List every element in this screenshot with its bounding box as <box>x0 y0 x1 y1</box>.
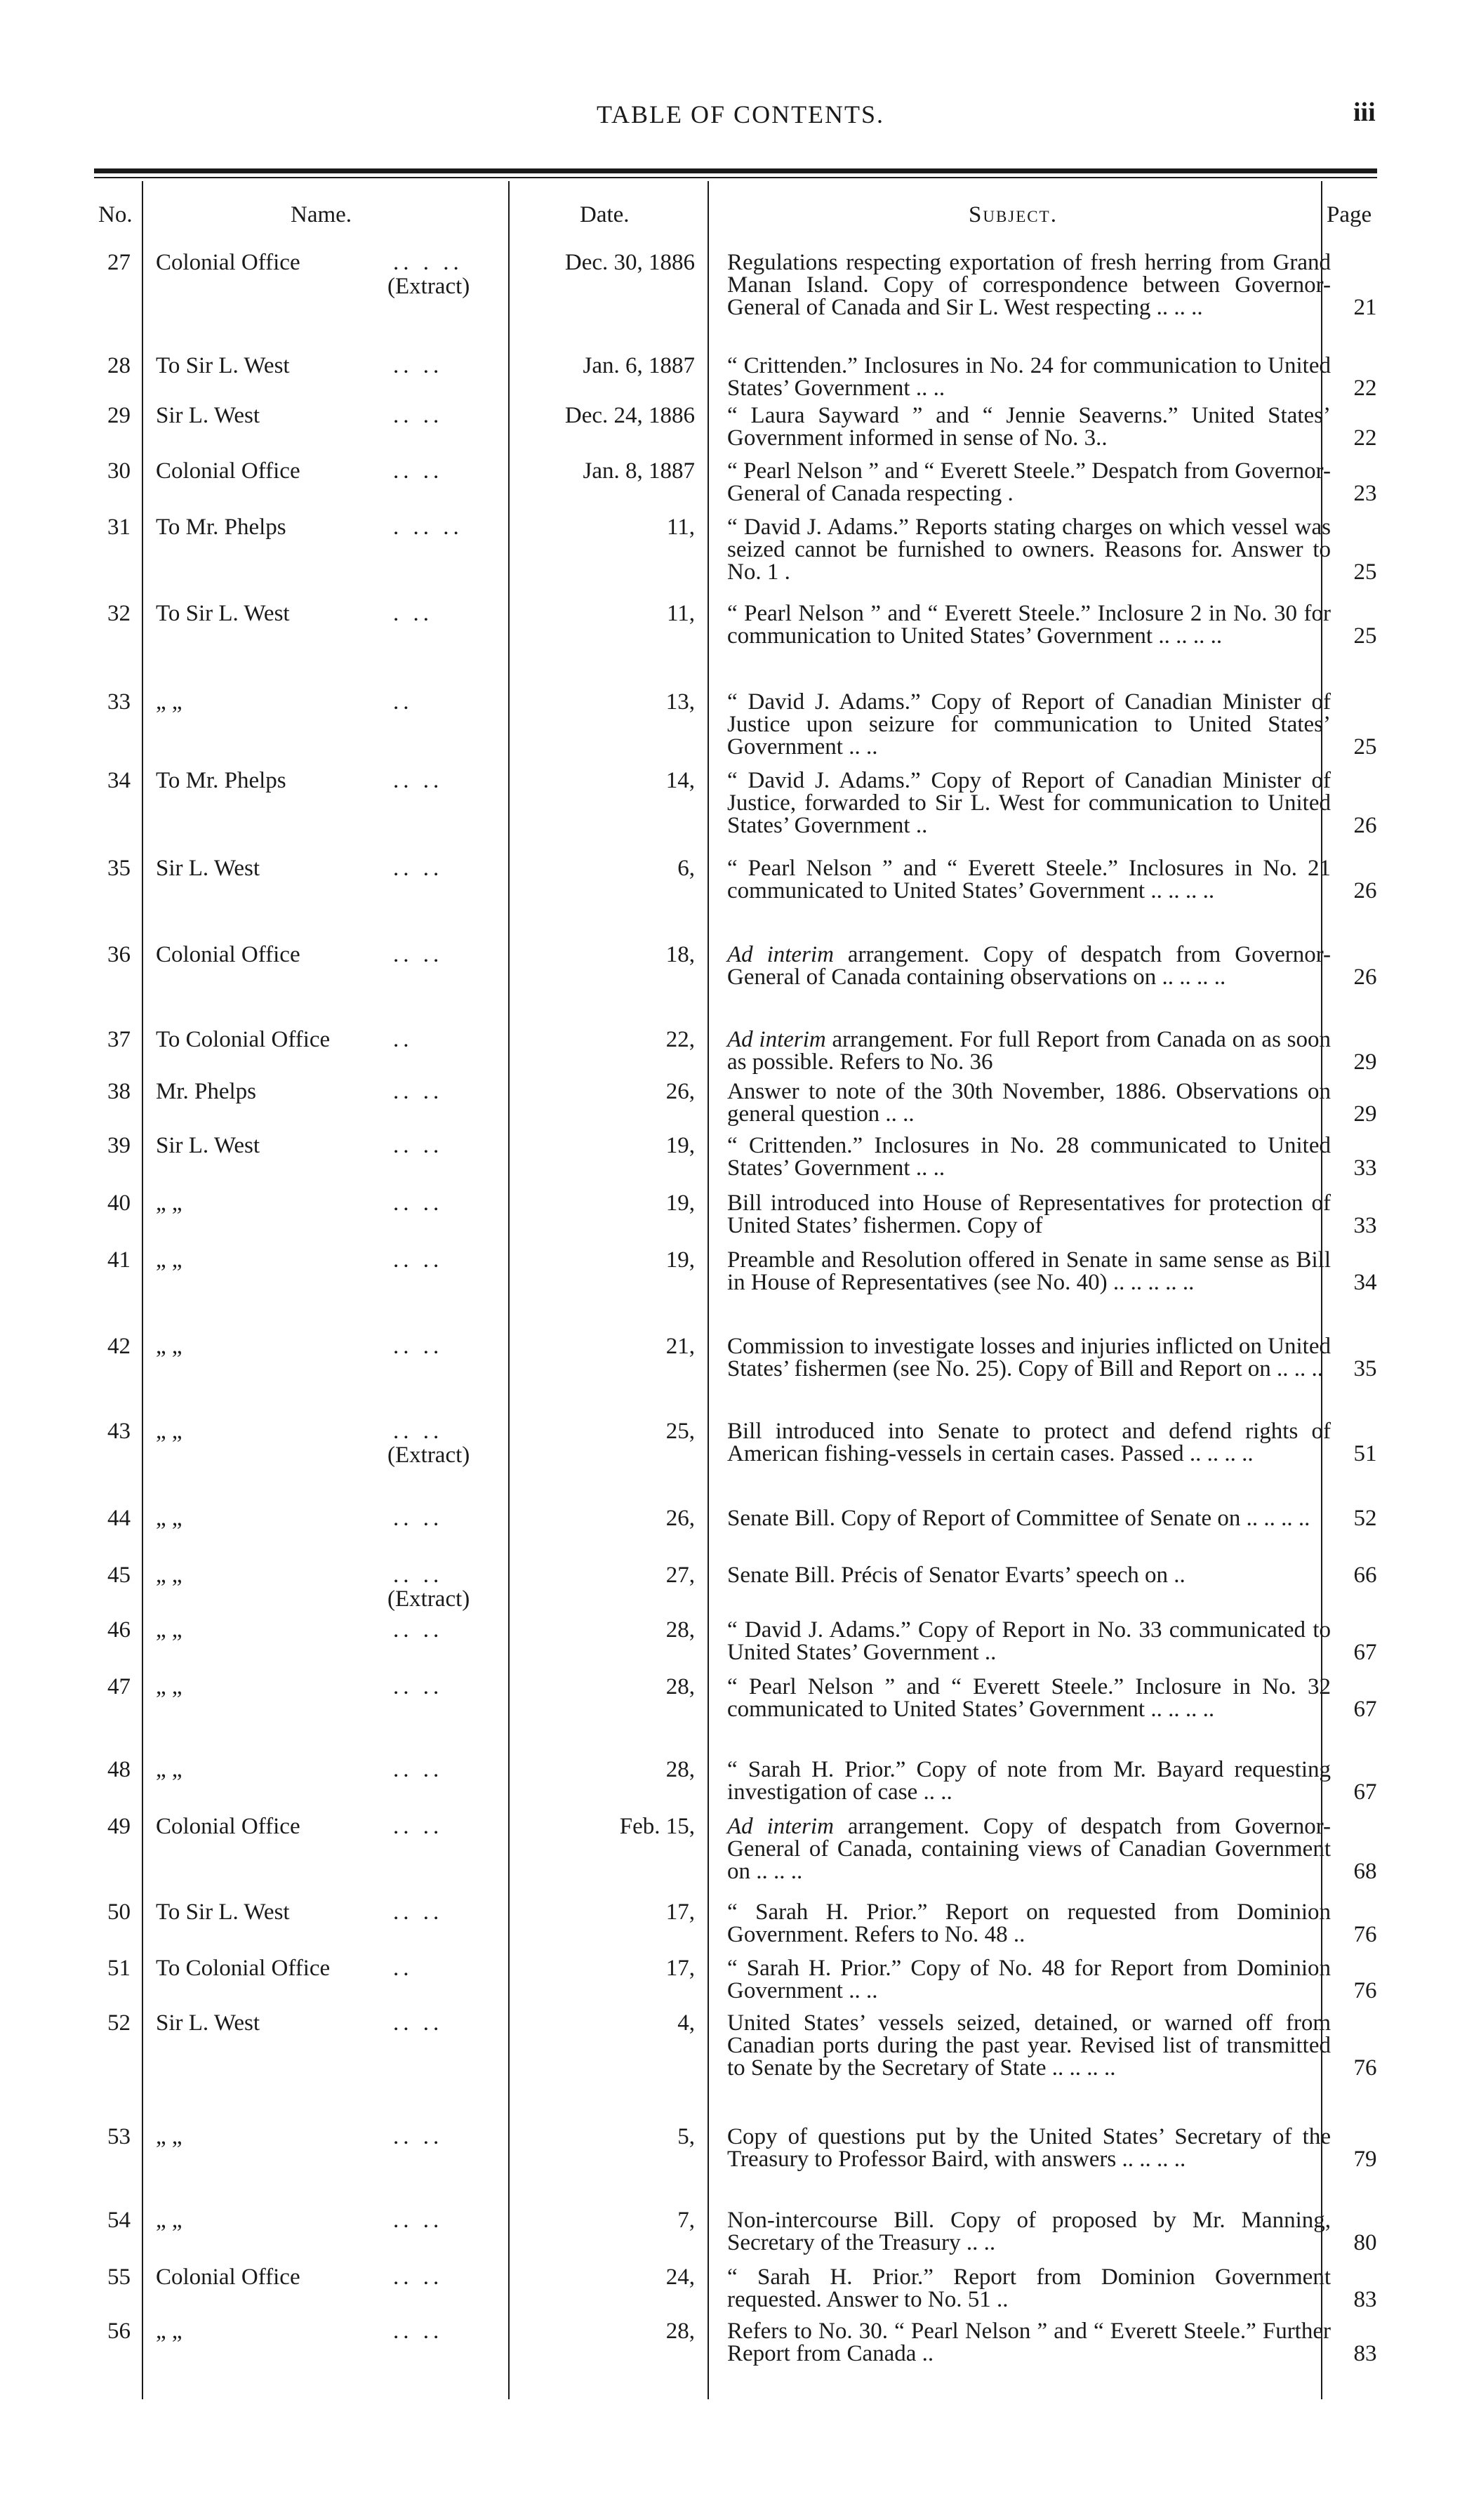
subject-text: arrangement. Copy of despatch from Governor-General of Canada containing observations on .. .. .. .. <box>727 942 1331 990</box>
entry-page: 66 <box>1353 1563 1377 1588</box>
entry-number: 31 <box>107 515 131 540</box>
entry-page: 33 <box>1353 1213 1377 1238</box>
entry-page: 67 <box>1353 1779 1377 1805</box>
entry-subject <box>727 1901 1331 1946</box>
entry-page: 76 <box>1353 1922 1377 1947</box>
name-leader-dots: .. <box>393 1027 413 1052</box>
entry-name: „ „ <box>156 1334 182 1359</box>
entry-number: 51 <box>107 1956 131 1981</box>
entry-subject <box>727 1335 1331 1380</box>
entry-subject <box>727 943 1331 988</box>
subject-text: “ Crittenden.” Inclosures in No. 24 for communication to United States’ Government .. .. <box>727 353 1331 401</box>
entry-name: To Colonial Office <box>156 1027 331 1052</box>
subject-text: arrangement. For full Report from Canada on as soon as possible. Refers to No. 36 <box>727 1027 1331 1075</box>
entry-number: 40 <box>107 1191 131 1216</box>
entry-subject <box>727 251 1331 319</box>
entry-date: 28, <box>665 1617 695 1643</box>
subject-text: “ David J. Adams.” Copy of Report of Canadian Minister of Justice upon seizure for communication to United States’ Government .. .. <box>727 689 1331 760</box>
column-header-page: Page <box>1327 202 1372 227</box>
entry-number: 29 <box>107 403 131 428</box>
entry-number: 30 <box>107 458 131 484</box>
entry-name: „ „ <box>156 1419 182 1444</box>
subject-text: “ Pearl Nelson ” and “ Everett Steele.” Inclosures in No. 21 communicated to United States’ Government .. .. .. .. <box>727 856 1331 903</box>
entry-page: 21 <box>1353 295 1377 320</box>
entry-page: 76 <box>1353 2055 1377 2081</box>
entry-number: 48 <box>107 1757 131 1782</box>
entry-name: Colonial Office <box>156 2264 300 2290</box>
entry-number: 44 <box>107 1506 131 1531</box>
entry-subject <box>727 1249 1331 1294</box>
entry-date: 5, <box>677 2124 695 2149</box>
entry-subject <box>727 2266 1331 2311</box>
entry-name: To Mr. Phelps <box>156 515 286 540</box>
subject-text: “ Sarah H. Prior.” Copy of note from Mr. Bayard requesting investigation of case .. .. <box>727 1757 1331 1805</box>
entry-subject <box>727 1080 1331 1125</box>
entry-date: 7, <box>677 2208 695 2233</box>
page-title: TABLE OF CONTENTS. <box>596 100 885 128</box>
name-leader-dots: .. .. <box>393 1563 444 1588</box>
entry-number: 54 <box>107 2208 131 2233</box>
entry-subject <box>727 2012 1331 2079</box>
entry-page: 83 <box>1353 2287 1377 2312</box>
entry-page: 29 <box>1353 1101 1377 1127</box>
entry-name: Sir L. West <box>156 1133 260 1158</box>
entry-number: 55 <box>107 2264 131 2290</box>
name-leader-dots: .. <box>393 1956 413 1981</box>
entry-number: 32 <box>107 601 131 626</box>
subject-text: “ Sarah H. Prior.” Copy of No. 48 for Report from Dominion Government .. .. <box>727 1956 1331 2003</box>
name-leader-dots: .. .. <box>393 856 444 881</box>
entry-name: „ „ <box>156 2124 182 2149</box>
column-header-no: No. <box>98 202 133 227</box>
name-leader-dots: .. .. <box>393 1419 444 1444</box>
entry-name: „ „ <box>156 1563 182 1588</box>
entry-number: 46 <box>107 1617 131 1643</box>
entry-name: „ „ <box>156 1191 182 1216</box>
entry-subject <box>727 1815 1331 1883</box>
name-leader-dots: .. .. <box>393 2010 444 2036</box>
entry-page: 25 <box>1353 734 1377 760</box>
subject-italic-phrase: Ad interim <box>727 942 834 967</box>
entry-name: „ „ <box>156 2319 182 2344</box>
name-leader-dots: .. .. <box>393 1674 444 1699</box>
subject-text: Non-intercourse Bill. Copy of proposed by Mr. Manning, Secretary of the Treasury .. .. <box>727 2208 1331 2255</box>
entry-date: 25, <box>665 1419 695 1444</box>
entry-number: 35 <box>107 856 131 881</box>
subject-text: Copy of questions put by the United States’ Secretary of the Treasury to Professor Baird, with answers .. .. .. .. <box>727 2124 1331 2172</box>
subject-text: “ Crittenden.” Inclosures in No. 28 communicated to United States’ Government .. .. <box>727 1133 1331 1181</box>
entry-date: 6, <box>677 856 695 881</box>
entry-subject <box>727 1758 1331 1803</box>
entry-subject <box>727 857 1331 902</box>
entry-name: Sir L. West <box>156 2010 260 2036</box>
subject-text: “ David J. Adams.” Copy of Report of Canadian Minister of Justice, forwarded to Sir L. West for communication to United States’ Government .. <box>727 768 1331 838</box>
entry-name: Sir L. West <box>156 856 260 881</box>
entry-date: Dec. 30, 1886 <box>564 250 695 275</box>
name-leader-dots: .. .. <box>393 458 444 484</box>
name-leader-dots: .. .. <box>393 1899 444 1925</box>
subject-text: United States’ vessels seized, detained, or warned off from Canadian ports during the past year. Revised list of transmitted to Senate by the Secretary of State .. .. .. .. <box>727 2010 1331 2081</box>
name-leader-dots: .. .. <box>393 1617 444 1643</box>
entry-name: „ „ <box>156 1506 182 1531</box>
column-header-name: Name. <box>291 202 352 227</box>
entry-date: 28, <box>665 1674 695 1699</box>
entry-number: 53 <box>107 2124 131 2149</box>
name-leader-dots: .. <box>393 689 413 715</box>
entry-subject <box>727 1676 1331 1720</box>
entry-number: 39 <box>107 1133 131 1158</box>
entry-page: 67 <box>1353 1640 1377 1665</box>
entry-date: 17, <box>665 1956 695 1981</box>
entry-page: 25 <box>1353 623 1377 649</box>
extract-note: (Extract) <box>387 1443 470 1468</box>
entry-number: 38 <box>107 1079 131 1104</box>
name-leader-dots: .. .. <box>393 1506 444 1531</box>
entry-number: 33 <box>107 689 131 715</box>
entry-subject <box>727 516 1331 583</box>
entry-name: Mr. Phelps <box>156 1079 257 1104</box>
name-leader-dots: .. . .. <box>393 250 463 275</box>
page-number: iii <box>1353 98 1376 127</box>
subject-text: “ Pearl Nelson ” and “ Everett Steele.” Inclosure 2 in No. 30 for communication to United States’ Government .. .. .. .. <box>727 601 1331 649</box>
entry-page: 22 <box>1353 425 1377 451</box>
column-header-date: Date. <box>580 202 630 227</box>
subject-text: “ Laura Sayward ” and “ Jennie Seaverns.” United States’ Government informed in sense of No. 3.. <box>727 403 1331 451</box>
name-leader-dots: .. .. <box>393 2208 444 2233</box>
entry-page: 23 <box>1353 481 1377 506</box>
subject-text: “ Pearl Nelson ” and “ Everett Steele.” Despatch from Governor-General of Canada respecting . <box>727 458 1331 506</box>
entry-number: 28 <box>107 353 131 378</box>
subject-text: “ David J. Adams.” Reports stating charges on which vessel was seized cannot be furnished to owners. Reasons for. Answer to No. 1 . <box>727 515 1331 585</box>
entry-number: 42 <box>107 1334 131 1359</box>
entry-name: Colonial Office <box>156 458 300 484</box>
entry-number: 41 <box>107 1247 131 1273</box>
entry-number: 27 <box>107 250 131 275</box>
entry-subject <box>727 691 1331 758</box>
entry-subject <box>727 2209 1331 2254</box>
entry-name: To Sir L. West <box>156 601 290 626</box>
entry-date: 26, <box>665 1079 695 1104</box>
entry-subject <box>727 1957 1331 2002</box>
entry-name: To Colonial Office <box>156 1956 331 1981</box>
subject-italic-phrase: Ad interim <box>727 1027 826 1052</box>
entry-page: 34 <box>1353 1270 1377 1295</box>
entry-date: Dec. 24, 1886 <box>564 403 695 428</box>
subject-text: “ Sarah H. Prior.” Report from Dominion Government requested. Answer to No. 51 .. <box>727 2264 1331 2312</box>
name-leader-dots: . .. .. <box>393 515 463 540</box>
entry-page: 33 <box>1353 1155 1377 1181</box>
subject-text: Refers to No. 30. “ Pearl Nelson ” and “ Everett Steele.” Further Report from Canada .. <box>727 2319 1331 2366</box>
entry-date: 4, <box>677 2010 695 2036</box>
entry-date: 24, <box>665 2264 695 2290</box>
entry-subject <box>727 1134 1331 1179</box>
name-leader-dots: . .. <box>393 601 433 626</box>
entry-subject <box>727 1619 1331 1664</box>
entry-name: Sir L. West <box>156 403 260 428</box>
entry-date: 13, <box>665 689 695 715</box>
entry-page: 51 <box>1353 1441 1377 1466</box>
entry-name: Colonial Office <box>156 1814 300 1839</box>
entry-name: Colonial Office <box>156 942 300 967</box>
entry-number: 43 <box>107 1419 131 1444</box>
subject-text: “ David J. Adams.” Copy of Report in No. 33 communicated to United States’ Government .. <box>727 1617 1331 1665</box>
subject-text: Senate Bill. Précis of Senator Evarts’ speech on .. <box>727 1563 1186 1588</box>
entry-date: 17, <box>665 1899 695 1925</box>
entry-name: „ „ <box>156 2208 182 2233</box>
entry-date: 19, <box>665 1191 695 1216</box>
entry-date: 19, <box>665 1247 695 1273</box>
name-leader-dots: .. .. <box>393 1191 444 1216</box>
entry-subject <box>727 460 1331 505</box>
entry-name: Colonial Office <box>156 250 300 275</box>
subject-text: Preamble and Resolution offered in Senate in same sense as Bill in House of Representatives (see No. 40) .. .. .. .. .. <box>727 1247 1331 1295</box>
entry-page: 76 <box>1353 1978 1377 2003</box>
entry-subject <box>727 404 1331 449</box>
entry-subject <box>727 769 1331 837</box>
entry-date: 26, <box>665 1506 695 1531</box>
entry-number: 52 <box>107 2010 131 2036</box>
entry-name: „ „ <box>156 1674 182 1699</box>
name-leader-dots: .. .. <box>393 2264 444 2290</box>
entry-subject <box>727 602 1331 647</box>
name-leader-dots: .. .. <box>393 2319 444 2344</box>
entry-number: 47 <box>107 1674 131 1699</box>
entry-name: To Mr. Phelps <box>156 768 286 793</box>
name-leader-dots: .. .. <box>393 2124 444 2149</box>
name-leader-dots: .. .. <box>393 942 444 967</box>
name-leader-dots: .. .. <box>393 1757 444 1782</box>
subject-text: Regulations respecting exportation of fresh herring from Grand Manan Island. Copy of correspondence between Governor-General of Canada and Sir L. West respecting .. .. .. <box>727 250 1331 320</box>
entry-number: 49 <box>107 1814 131 1839</box>
name-leader-dots: .. .. <box>393 1814 444 1839</box>
entry-number: 50 <box>107 1899 131 1925</box>
entry-number: 37 <box>107 1027 131 1052</box>
entry-date: Jan. 8, 1887 <box>583 458 695 484</box>
subject-italic-phrase: Ad interim <box>727 1814 834 1839</box>
entry-subject <box>727 1192 1331 1237</box>
subject-text: Bill introduced into Senate to protect and defend rights of American fishing-vessels in certain cases. Passed .. .. .. .. <box>727 1419 1331 1466</box>
entry-date: 14, <box>665 768 695 793</box>
name-leader-dots: .. .. <box>393 1079 444 1104</box>
entry-page: 22 <box>1353 376 1377 401</box>
subject-text: Answer to note of the 30th November, 1886. Observations on general question .. .. <box>727 1079 1331 1127</box>
extract-note: (Extract) <box>387 274 470 299</box>
entry-page: 26 <box>1353 964 1377 990</box>
entry-page: 83 <box>1353 2341 1377 2366</box>
name-leader-dots: .. .. <box>393 1334 444 1359</box>
entry-subject <box>727 1028 1331 1073</box>
entry-name: To Sir L. West <box>156 1899 290 1925</box>
entry-subject <box>727 1564 1331 1586</box>
entry-date: Feb. 15, <box>619 1814 695 1839</box>
entry-number: 45 <box>107 1563 131 1588</box>
entry-name: „ „ <box>156 689 182 715</box>
entry-name: „ „ <box>156 1757 182 1782</box>
entry-number: 56 <box>107 2319 131 2344</box>
entry-page: 26 <box>1353 813 1377 838</box>
entry-date: 11, <box>666 515 695 540</box>
subject-text: “ Sarah H. Prior.” Report on requested from Dominion Government. Refers to No. 48 .. <box>727 1899 1331 1947</box>
entry-subject <box>727 2320 1331 2365</box>
subject-text: “ Pearl Nelson ” and “ Everett Steele.” Inclosure in No. 32 communicated to United States’ Government .. .. .. .. <box>727 1674 1331 1722</box>
name-leader-dots: .. .. <box>393 353 444 378</box>
entry-date: 22, <box>665 1027 695 1052</box>
entry-date: 11, <box>666 601 695 626</box>
name-leader-dots: .. .. <box>393 1133 444 1158</box>
entry-page: 79 <box>1353 2147 1377 2172</box>
entry-subject <box>727 1420 1331 1465</box>
entry-number: 36 <box>107 942 131 967</box>
entry-page: 25 <box>1353 559 1377 585</box>
entry-page: 67 <box>1353 1697 1377 1722</box>
entry-page: 52 <box>1353 1506 1377 1531</box>
extract-note: (Extract) <box>387 1586 470 1612</box>
subject-text: Commission to investigate losses and injuries inflicted on United States’ fishermen (see No. 25). Copy of Bill and Report on .. .. .. <box>727 1334 1331 1381</box>
entry-date: 21, <box>665 1334 695 1359</box>
entry-date: 27, <box>665 1563 695 1588</box>
entry-date: 28, <box>665 1757 695 1782</box>
entry-page: 29 <box>1353 1049 1377 1075</box>
entry-name: „ „ <box>156 1617 182 1643</box>
entry-date: 19, <box>665 1133 695 1158</box>
entry-page: 26 <box>1353 878 1377 903</box>
column-header-subject: Subject. <box>969 202 1058 227</box>
entry-page: 80 <box>1353 2230 1377 2255</box>
subject-text: Senate Bill. Copy of Report of Committee of Senate on .. .. .. .. <box>727 1506 1310 1531</box>
entry-subject <box>727 354 1331 399</box>
entry-date: 28, <box>665 2319 695 2344</box>
entry-date: 18, <box>665 942 695 967</box>
entry-page: 35 <box>1353 1356 1377 1381</box>
entry-number: 34 <box>107 768 131 793</box>
entry-name: „ „ <box>156 1247 182 1273</box>
subject-text: Bill introduced into House of Representatives for protection of United States’ fishermen. Copy of <box>727 1191 1331 1238</box>
entry-name: To Sir L. West <box>156 353 290 378</box>
entry-page: 68 <box>1353 1859 1377 1884</box>
entry-subject <box>727 2126 1331 2170</box>
name-leader-dots: .. .. <box>393 1247 444 1273</box>
entry-subject <box>727 1507 1331 1530</box>
entry-date: Jan. 6, 1887 <box>583 353 695 378</box>
name-leader-dots: .. .. <box>393 403 444 428</box>
subject-text: arrangement. Copy of despatch from Governor-General of Canada, containing views of Canadian Government on .. .. .. <box>727 1814 1331 1884</box>
name-leader-dots: .. .. <box>393 768 444 793</box>
